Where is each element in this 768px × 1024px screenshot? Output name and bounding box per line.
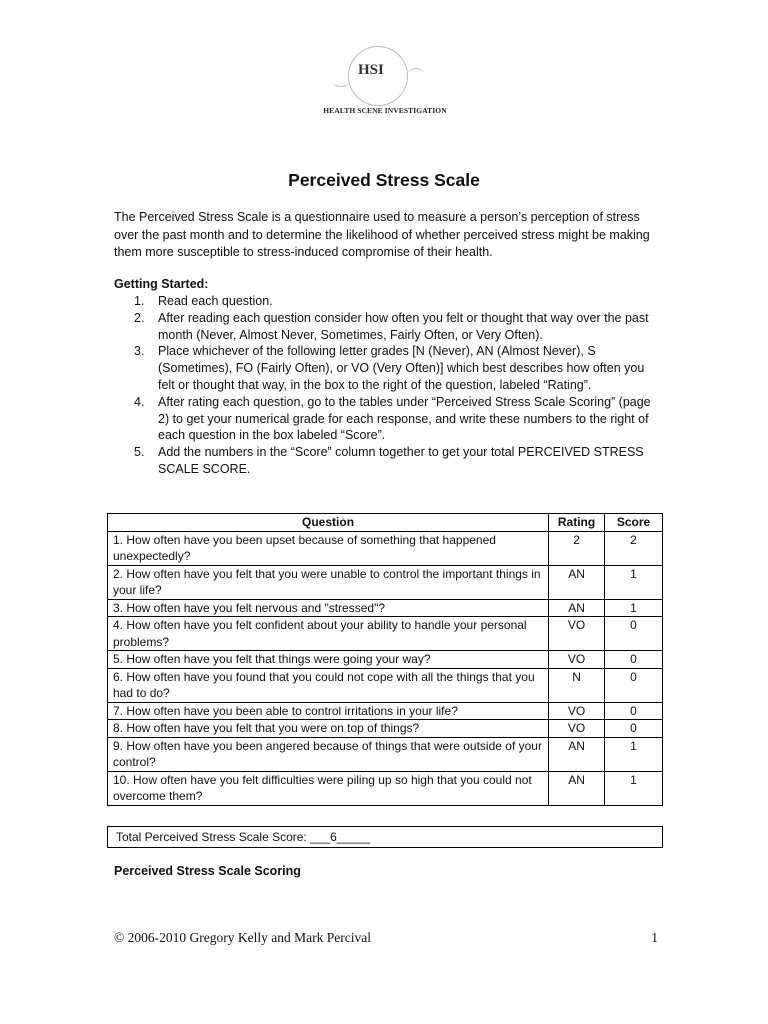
question-cell: 5. How often have you felt that things were going your way? [108,651,549,669]
rating-cell[interactable]: VO [549,617,605,651]
score-cell[interactable]: 1 [605,737,663,771]
step-number: 1. [134,294,145,308]
rating-cell[interactable]: VO [549,702,605,720]
total-score-box[interactable]: Total Perceived Stress Scale Score: ___6_____ [107,826,663,848]
step-text: Add the numbers in the “Score” column together to get your total PERCEIVED STRESS SCALE SCORE. [158,445,644,476]
step-number: 2. [134,310,145,325]
step-number: 5. [134,445,145,460]
logo-swirl-icon [408,68,424,81]
rating-cell[interactable]: N [549,668,605,702]
rating-cell[interactable]: AN [549,565,605,599]
question-cell: 3. How often have you felt nervous and "stressed"? [108,599,549,617]
table-row [108,599,663,617]
instruction-step [114,444,664,478]
table-row [108,668,663,702]
rating-cell[interactable]: VO [549,651,605,669]
getting-started-heading: Getting Started: [114,277,209,291]
question-cell: 8. How often have you felt that you were on top of things? [108,720,549,738]
table-row [108,531,663,565]
score-cell[interactable]: 2 [605,531,663,565]
step-number: 4. [134,394,145,409]
score-cell[interactable]: 0 [605,702,663,720]
score-cell[interactable]: 0 [605,651,663,669]
question-column-header: Question [108,514,549,532]
rating-cell[interactable]: AN [549,599,605,617]
table-header-row [108,514,663,532]
rating-cell[interactable]: AN [549,737,605,771]
table-row [108,720,663,738]
step-text: After rating each question, go to the tables under “Perceived Stress Scale Scoring” (page 2) to get your numerical grade for each response, and write these numbers to the right of each question in the box labeled “Score”. [158,394,651,443]
question-cell: 4. How often have you felt confident about your ability to handle your personal problems? [108,617,549,651]
questions-table [107,513,663,806]
instruction-step [114,310,664,344]
score-cell[interactable]: 0 [605,617,663,651]
question-cell: 10. How often have you felt difficulties were piling up so high that you could not overcome them? [108,771,549,805]
question-cell: 1. How often have you been upset because of something that happened unexpectedly? [108,531,549,565]
table-row [108,617,663,651]
table-row [108,737,663,771]
step-text: Place whichever of the following letter grades [N (Never), AN (Almost Never), S (Sometimes), FO (Fairly Often), or VO (Very Often)] which best describes how often you felt or thought that way, in the box to the right of the question, labeled “Rating”. [158,344,645,392]
question-cell: 2. How often have you felt that you were unable to control the important things in your life? [108,565,549,599]
scoring-heading: Perceived Stress Scale Scoring [114,864,301,878]
page-title: Perceived Stress Scale [288,170,480,190]
logo-swirl-icon [332,76,350,87]
score-cell[interactable]: 1 [605,771,663,805]
table-row [108,651,663,669]
table-row [108,771,663,805]
score-column-header: Score [605,514,663,532]
table-row [108,702,663,720]
logo-mark: HSI [358,62,384,78]
page-footer [114,930,658,946]
copyright-text: © 2006-2010 Gregory Kelly and Mark Percival [114,930,371,945]
instruction-step [114,293,664,310]
step-text: Read each question. [158,294,273,308]
score-cell[interactable]: 1 [605,565,663,599]
logo-tagline: HEALTH SCENE INVESTIGATION [323,106,447,115]
instruction-step [114,343,664,393]
step-text: After reading each question consider how often you felt or thought that way over the past month (Never, Almost Never, Sometimes, Fairly Often, or Very Often). [158,310,649,342]
rating-cell[interactable]: VO [549,720,605,738]
question-cell: 7. How often have you been able to control irritations in your life? [108,702,549,720]
rating-cell[interactable]: AN [549,771,605,805]
score-cell[interactable]: 1 [605,599,663,617]
hsi-logo [320,46,450,122]
intro-paragraph: The Perceived Stress Scale is a questionnaire used to measure a person’s perception of stress over the past month and to determine the likelihood of whether perceived stress might be making them more susceptible to stress-induced compromise of their health. [114,210,650,259]
table-row [108,565,663,599]
rating-column-header: Rating [549,514,605,532]
page-number: 1 [651,930,658,945]
score-cell[interactable]: 0 [605,720,663,738]
score-cell[interactable]: 0 [605,668,663,702]
step-number: 3. [134,344,145,359]
question-cell: 9. How often have you been angered because of things that were outside of your control? [108,737,549,771]
instruction-step [114,394,664,444]
instructions-list [114,293,664,478]
rating-cell[interactable]: 2 [549,531,605,565]
question-cell: 6. How often have you found that you could not cope with all the things that you had to do? [108,668,549,702]
